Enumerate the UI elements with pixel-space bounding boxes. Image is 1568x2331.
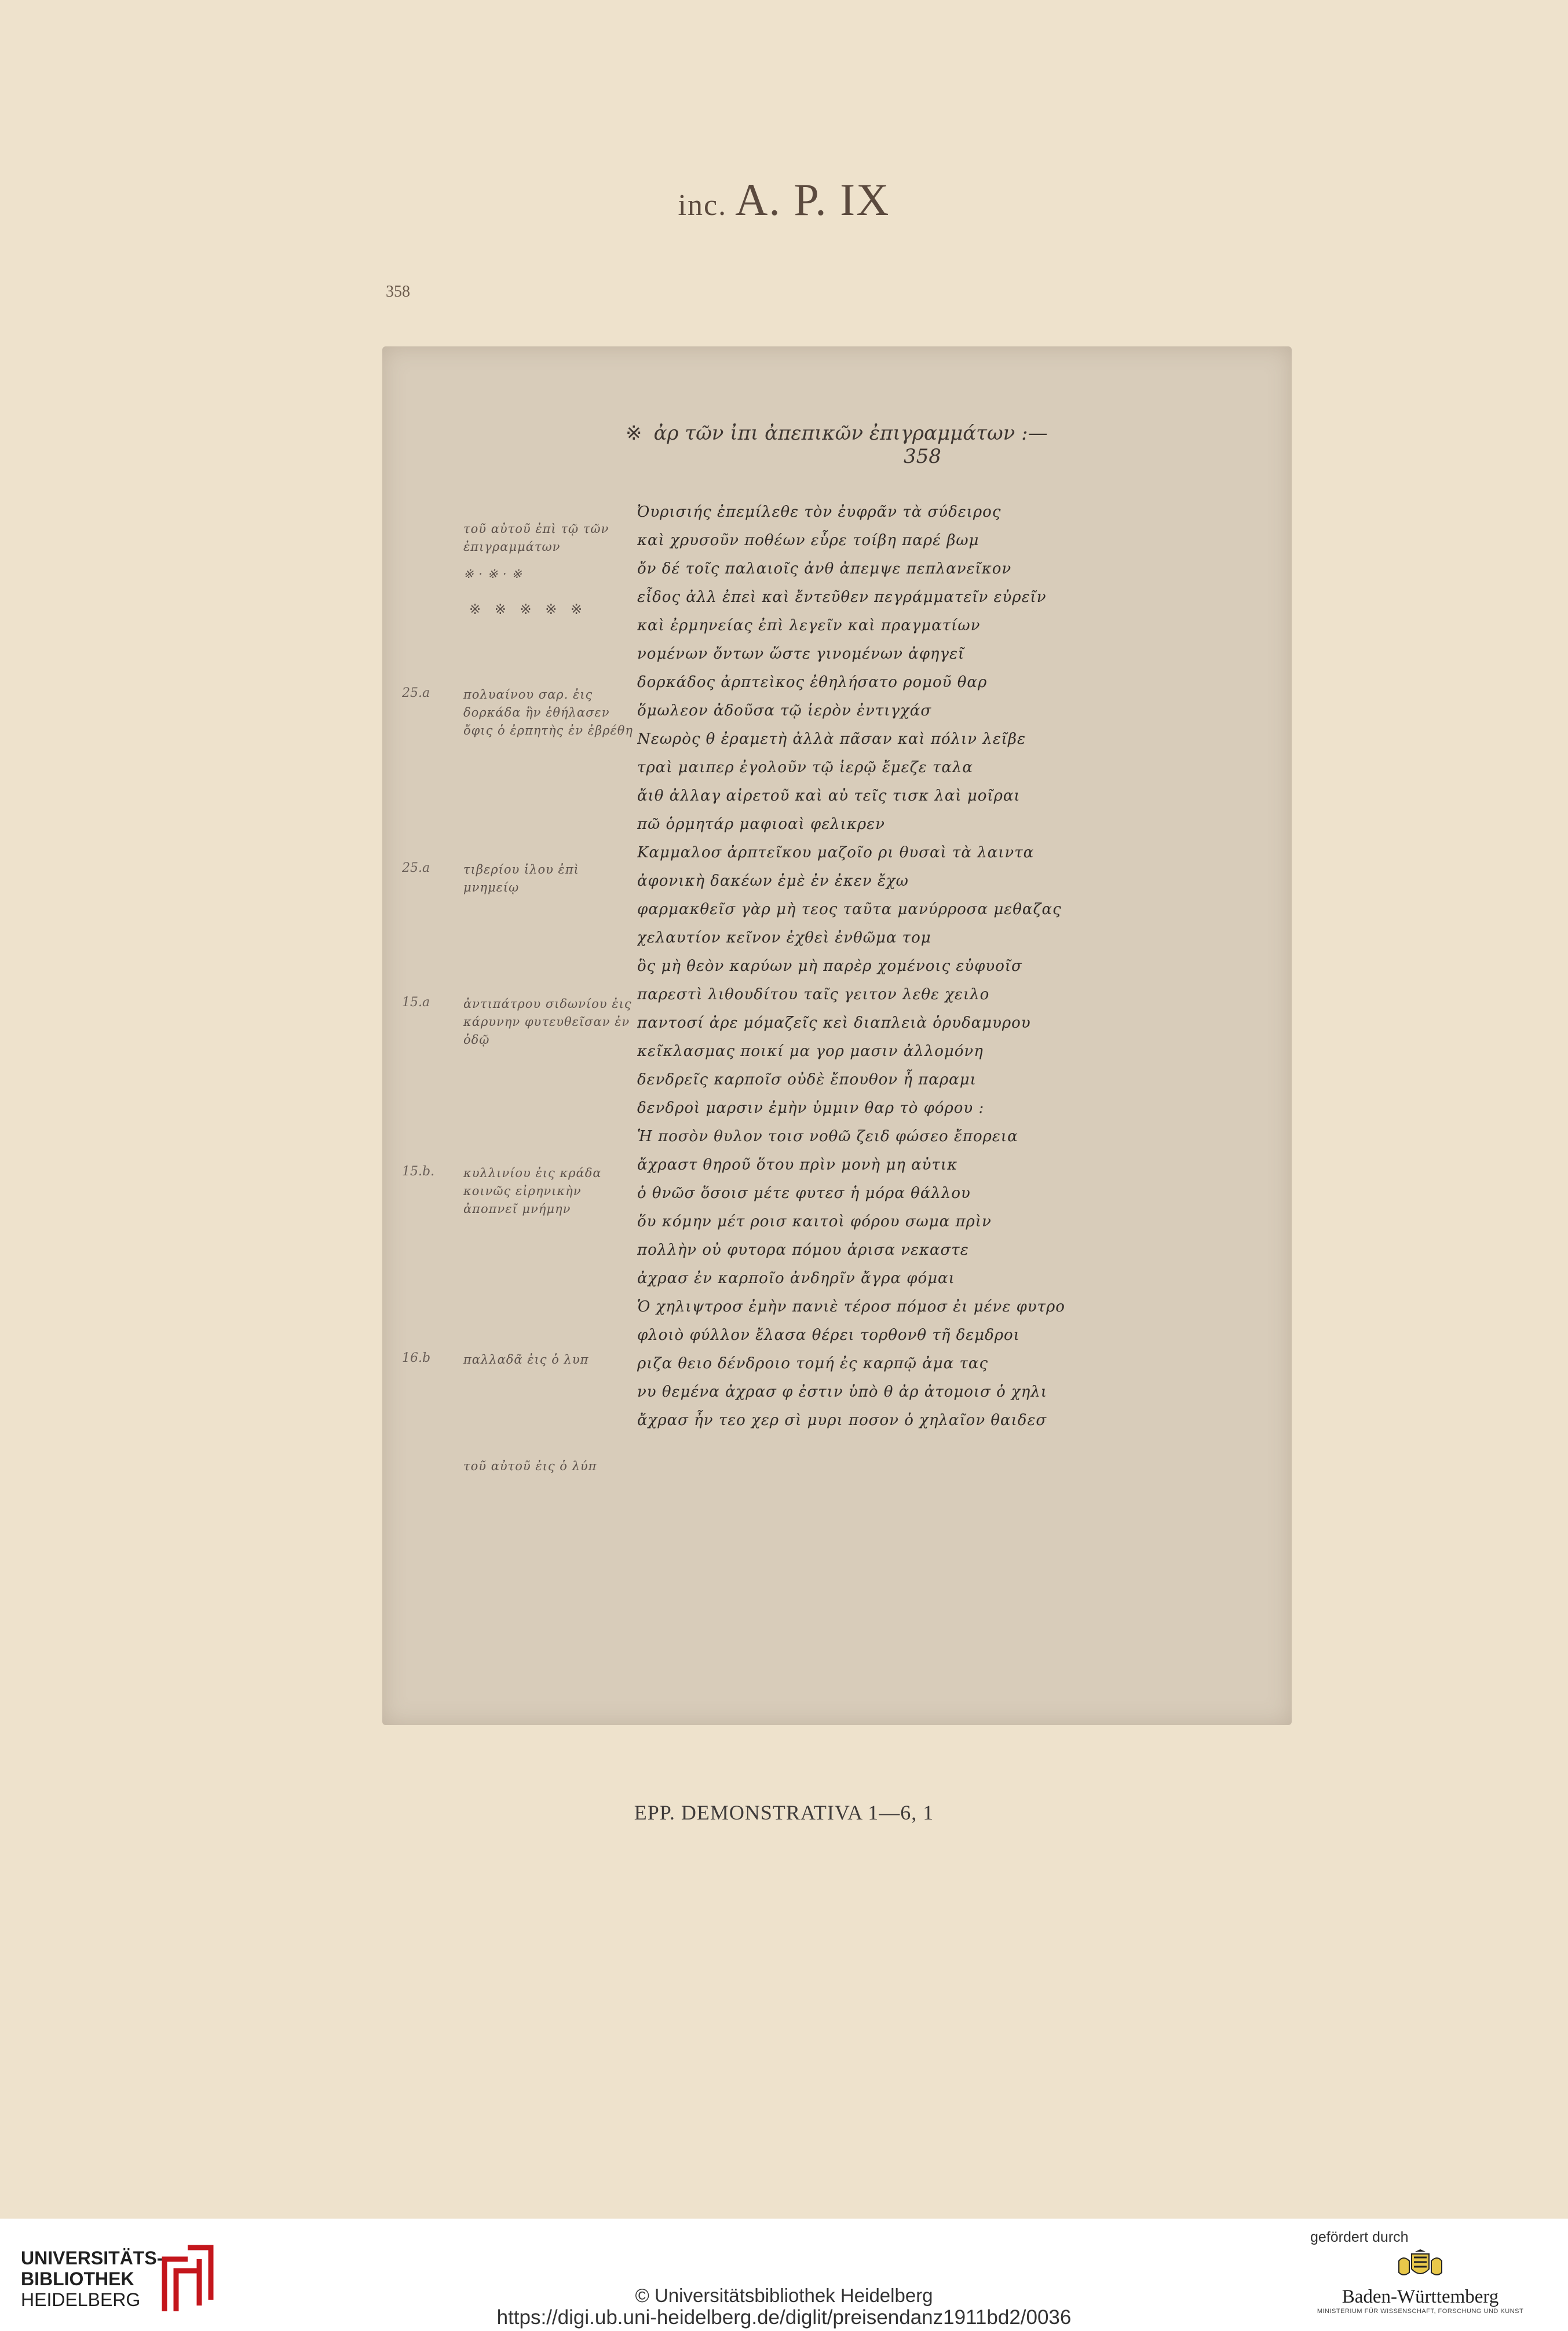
- text-line: δενδροὶ μαρσιν ἐμὴν ὑμμιν θαρ τὸ φόρου :: [637, 1099, 985, 1117]
- sponsor-name: Baden-Württemberg: [1342, 2286, 1499, 2307]
- text-line: νυ θεμένα ἀχρασ φ ἐστιν ὑπὸ θ ἀρ ἀτομοισ ὁ χηλι: [637, 1383, 1048, 1401]
- margin-label: τοῦ αὐτοῦ ἐπὶ τῷ τῶν ἐπιγραμμάτων: [463, 522, 609, 554]
- sponsor-label: gefördert durch: [1310, 2229, 1409, 2245]
- margin-number: 15.b.: [402, 1164, 435, 1179]
- margin-label: τοῦ αὐτοῦ ἐις ὁ λύπ: [463, 1459, 597, 1473]
- text-line: ἄχραστ θηροῦ ὅτου πρὶν μονὴ μη αὐτικ: [637, 1156, 958, 1174]
- text-line: ἄχρασ ἦν τεο χερ σὶ μυρι ποσον ὁ χηλαῖον θαιδεσ: [637, 1412, 1047, 1429]
- text-line: δορκάδος ἀρπτεὶκος ἐθηλήσατο ρομοῦ θαρ: [637, 674, 988, 691]
- permalink[interactable]: https://digi.ub.uni-heidelberg.de/diglit/preisendanz1911bd2/0036: [496, 2306, 1072, 2329]
- text-line: Ἡ ποσὸν θυλον τοισ νοθῶ ζειδ φώσεο ἔπορεια: [637, 1128, 1018, 1145]
- margin-number: 16.b: [402, 1351, 431, 1365]
- heading-text: ἀρ τῶν ἰπι ἀπεπικῶν ἐπιγραμμάτων :—: [653, 422, 1048, 445]
- text-line: χελαυτίον κεῖνον ἐχθεὶ ἐνθῶμα τομ: [637, 929, 931, 947]
- plate-caption: EPP. DEMONSTRATIVA 1—6, 1: [634, 1801, 934, 1824]
- text-line: ἀχρασ ἐν καρποῖο ἀνδηρῖν ἄγρα φόμαι: [637, 1270, 955, 1287]
- margin-stars: ※ ※ ※ ※ ※: [469, 601, 587, 618]
- library-line: UNIVERSITÄTS-: [21, 2248, 163, 2268]
- plate-title-main: A. P. IX: [735, 174, 890, 225]
- footer-bar: [0, 2219, 1568, 2331]
- margin-label: πολυαίνου σαρ. ἐις δορκάδα ἣν ἐθήλασεν ὄφις ὁ ἐρπητὴς ἐν ἐβρέθη: [463, 688, 633, 737]
- text-line: πῶ ὁρμητάρ μαφιοαὶ φελικρεν: [637, 816, 885, 833]
- manuscript-heading: [626, 422, 1089, 445]
- page-number: 358: [386, 283, 410, 301]
- text-line: Ὀυρισιής ἐπεμίλεθε τὸν ἐυφρᾶν τὰ σύδειρος: [637, 503, 1002, 521]
- text-line: Ὁ χηλιψτροσ ἐμὴν πανιὲ τέροσ πόμοσ ἐι μένε φυτρο: [637, 1298, 1065, 1316]
- text-line: φλοιὸ φύλλον ἔλασα θέρει τορθονθ τῆ δεμδροι: [637, 1327, 1020, 1344]
- margin-label: παλλαδᾶ ἐις ὁ λυπ: [463, 1353, 589, 1367]
- text-line: νομένων ὄντων ὥστε γινομένων ἀφηγεῖ: [637, 645, 965, 663]
- text-line: ὅμωλεον ἀδοῦσα τῷ ἱερὸν ἐντιγχάσ: [637, 702, 932, 719]
- sponsor-block[interactable]: [1287, 2229, 1554, 2315]
- text-line: ἄιθ ἀλλαγ αἰρετοῦ καὶ αὐ τεῖς τισκ λαὶ μοῖραι: [637, 787, 1021, 805]
- text-line: τραὶ μαιπερ ἐγολοῦν τῷ ἱερῷ ἔμεζε ταλα: [637, 759, 973, 776]
- manuscript-leaf: [382, 346, 1292, 1725]
- text-line: παρεστὶ λιθουδίτου ταῖς γειτον λεθε χειλο: [637, 986, 990, 1003]
- plate-title: [0, 174, 1568, 226]
- text-line: εἶδος ἀλλ ἐπεὶ καὶ ἔντεῦθεν πεγράμματεῖν εὐρεῖν: [637, 589, 1047, 606]
- library-line: BIBLIOTHEK: [21, 2268, 134, 2289]
- text-line: ἀφονικὴ δακέων ἐμὲ ἐν ἐκεν ἔχω: [637, 872, 909, 890]
- margin-label: ἀντιπάτρου σιδωνίου ἐις κάρυνην φυτευθεῖσαν ἐν ὁδῷ: [463, 997, 632, 1047]
- text-line: ὅυ κόμην μέτ ροισ καιτοὶ φόρου σωμα πρὶν: [637, 1213, 992, 1230]
- text-line: Νεωρὸς θ ἐραμετὴ ἀλλὰ πᾶσαν καὶ πόλιν λεῖβε: [637, 730, 1026, 748]
- copyright-text: © Universitätsbibliothek Heidelberg: [635, 2285, 933, 2306]
- text-line: κεῖκλασμας ποικί μα γορ μασιν ἀλλομόνη: [637, 1043, 984, 1060]
- text-line: πολλὴν οὐ φυτορα πόμου ἀρισα νεκαστε: [637, 1241, 969, 1259]
- text-line: Καμμαλοσ ἀρπτεῖκου μαζοῖο ρι θυσαὶ τὰ λαιντα: [637, 844, 1035, 861]
- text-line: ριζα θειο δένδροιο τομή ἐς καρπῷ ἀμα τας: [637, 1355, 989, 1372]
- manuscript-text: [637, 498, 1240, 1435]
- coat-of-arms-icon: [1394, 2249, 1446, 2284]
- text-line: καὶ ἐρμηνείας ἐπὶ λεγεῖν καὶ πραγματίων: [637, 617, 981, 634]
- margin-number: 25.a: [402, 686, 430, 700]
- text-line: ὄν δέ τοῖς παλαιοῖς ἀνθ ἀπεμψε πεπλανεῖκον: [637, 560, 1012, 578]
- folio-number: 358: [904, 445, 941, 468]
- text-line: φαρμακθεῖσ γὰρ μὴ τεος ταῦτα μανύρροσα μεθαζας: [637, 901, 1062, 918]
- text-line: δενδρεῖς καρποῖσ οὐδὲ ἔπουθον ἧ παραμι: [637, 1071, 977, 1088]
- margin-number: 25.a: [402, 861, 430, 875]
- plate-title-prefix: inc.: [678, 189, 728, 222]
- margin-label: τιβερίου ἰλου ἐπὶ μνημείῳ: [463, 863, 579, 894]
- margin-label: ※ · ※ · ※: [463, 567, 522, 581]
- margin-number: 15.a: [402, 995, 430, 1010]
- asterisk-symbol: ※: [626, 422, 642, 445]
- text-line: καὶ χρυσοῦν ποθέων εὗρε τοίβη παρέ βωμ: [637, 532, 979, 549]
- library-line: HEIDELBERG: [21, 2289, 141, 2310]
- text-line: ὃς μὴ θεὸν καρύων μὴ παρὲρ χομένοις εὐφυοῖσ: [637, 958, 1022, 975]
- text-line: παντοσί ἀρε μόμαζεῖς κεὶ διαπλειὰ ὁρυδαμυρου: [637, 1014, 1031, 1032]
- margin-label: κυλλινίου ἐις κράδα κοινῶς εἰρηνικὴν ἀποπνεῖ μνήμην: [463, 1166, 602, 1216]
- sponsor-subtitle: MINISTERIUM FÜR WISSENSCHAFT, FORSCHUNG UND KUNST: [1317, 2308, 1524, 2315]
- text-line: ὁ θνῶσ ὅσοισ μέτε φυτεσ ἡ μόρα θάλλου: [637, 1185, 971, 1202]
